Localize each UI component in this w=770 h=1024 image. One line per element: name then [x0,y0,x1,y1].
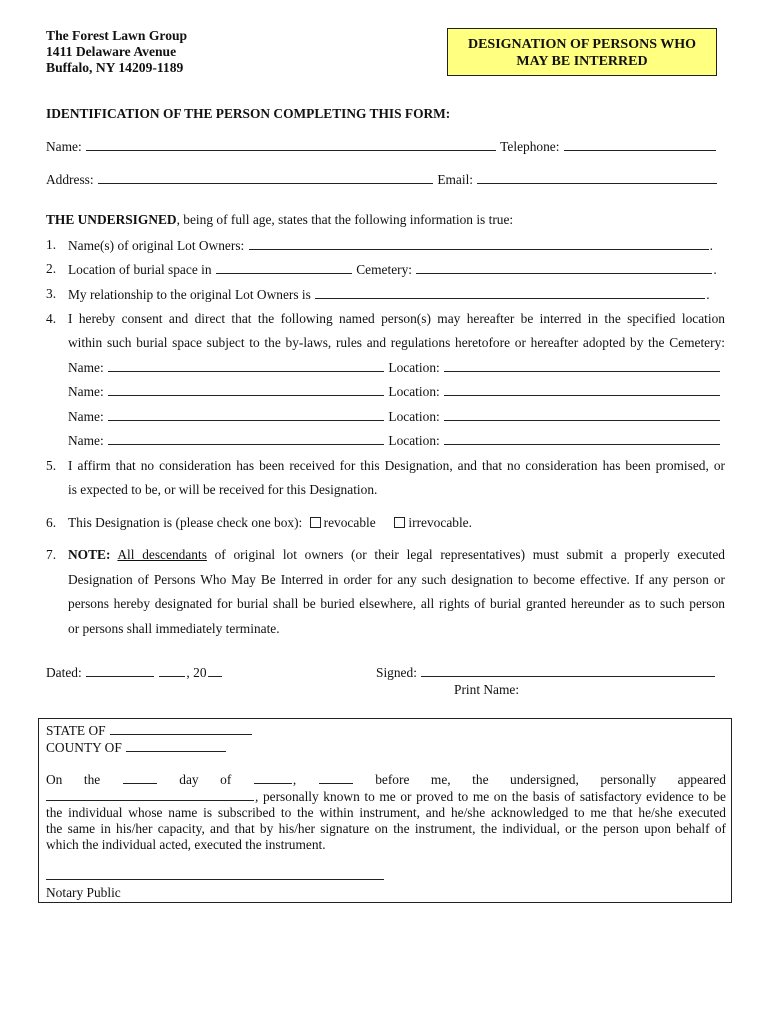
designee-row [68,383,721,400]
designee-location-field[interactable] [444,383,720,396]
notary-undersigned: undersigned, [510,772,579,787]
county-field[interactable] [126,739,226,752]
designee-location-field[interactable] [444,359,720,372]
designee-location-field[interactable] [444,408,720,421]
dated-month-field[interactable] [86,664,154,677]
form-title [447,28,717,76]
item-4-line-2: within such burial space subject to the by-laws, rules and regulations heretofore or hereafter adopted by the Cemetery: [68,335,725,350]
dated-day-field[interactable] [159,664,185,677]
revocable-checkbox[interactable] [310,517,321,528]
item-number-3: 3. [46,286,57,301]
notary-line-2 [46,788,726,805]
item-7-line-2: Designation of Persons Who May Be Interred in order for any such designation to become effective. If any person or [68,572,725,587]
signed-row [376,664,716,681]
item-7-line-1-rest: of original lot owners (or their legal representatives) must submit a properly executed [214,547,725,562]
designee-row [68,359,721,376]
designee-name-field[interactable] [108,432,384,445]
relationship-label: My relationship to the original Lot Owners is [68,287,311,302]
telephone-label: Telephone: [500,139,560,154]
item-7-line-3: persons hereby designated for burial shall be buried elsewhere, all rights of burial granted hereunder as to such person [68,596,725,611]
cemetery-label: Cemetery: [356,262,413,277]
notary-appeared: appeared [677,772,726,787]
item-7-line-1 [68,547,725,563]
notary-year-field[interactable] [319,771,353,784]
item-number-1: 1. [46,237,57,252]
designee-name-field[interactable] [108,383,384,396]
signature-field[interactable] [421,664,715,677]
lot-owners-field[interactable] [249,237,709,250]
designee-name-label: Name: [68,409,104,424]
appeared-person-field[interactable] [46,788,254,801]
email-label: Email: [437,172,474,187]
organization-name: The Forest Lawn Group [46,28,188,43]
burial-space-label: Location of burial space in [68,262,212,277]
item-5-line-2: is expected to be, or will be received for this Designation. [68,482,378,497]
designee-row [68,432,721,449]
address-label: Address: [46,172,94,187]
county-label: COUNTY OF [46,740,122,755]
designee-name-label: Name: [68,433,104,448]
state-field[interactable] [110,722,252,735]
item-6 [68,515,472,531]
street-address: 1411 Delaware Avenue [46,44,177,59]
note-label: NOTE: [68,547,111,562]
notary-the-2: the [472,772,489,787]
notary-line-4: the same in his/her capacity, and that by his/her signature on the instrument, the individual, or the person upon behalf of [46,821,726,836]
designee-location-label: Location: [388,384,440,399]
notary-public-label: Notary Public [46,885,121,900]
designee-location-label: Location: [388,360,440,375]
name-field[interactable] [86,138,496,151]
item-1: Name(s) of original Lot Owners: . [68,238,713,253]
item-2: Location of burial space in Cemetery: . [68,262,717,277]
dated-label: Dated: [46,665,82,680]
form-title-line-1: DESIGNATION OF PERSONS WHO [467,37,697,52]
designee-name-label: Name: [68,360,104,375]
undersigned-bold: THE UNDERSIGNED [46,212,177,227]
item-5-line-1: I affirm that no consideration has been received for this Designation, and that no consideration has been promised, or [68,458,725,473]
address-field[interactable] [98,171,433,184]
county-row [46,739,227,756]
notary-day-field[interactable] [123,771,157,784]
notary-line-1 [46,771,726,788]
revocable-label: revocable [323,515,376,530]
item-number-6: 6. [46,515,57,530]
notary-on: On [46,772,63,787]
burial-space-field[interactable] [216,261,352,274]
item-3: My relationship to the original Lot Owners is . [68,287,710,302]
cemetery-field[interactable] [416,261,712,274]
dated-row [46,664,223,681]
city-state-zip: Buffalo, NY 14209-1189 [46,60,184,75]
designee-row [68,408,721,425]
notary-line-3: the individual whose name is subscribed to the within instrument, and he/she acknowledged to me that he/she executed [46,805,726,820]
telephone-field[interactable] [564,138,716,151]
notary-signature-row [46,867,385,884]
signed-label: Signed: [376,665,417,680]
name-label: Name: [46,139,82,154]
relationship-field[interactable] [315,286,705,299]
address-row [46,171,718,188]
undersigned-rest: , being of full age, states that the following information is true: [176,212,514,227]
designee-location-label: Location: [388,409,440,424]
item-4-line-1: I hereby consent and direct that the following named person(s) may hereafter be interred in the specified location [68,311,725,326]
notary-month-group [253,772,296,787]
designation-type-label: This Designation is (please check one box): [68,515,303,530]
undersigned-statement [46,212,513,228]
item-7-line-4: or persons shall immediately terminate. [68,621,280,636]
notary-signature-field[interactable] [46,867,384,880]
state-label: STATE OF [46,723,106,738]
designee-location-field[interactable] [444,432,720,445]
all-descendants-text: All descendants [117,547,207,562]
notary-the: the [83,772,101,787]
notary-comma: , [292,772,297,787]
notary-line-2-text: , personally known to me or proved to me on the basis of satisfactory evidence to be [255,789,726,804]
dated-year-field[interactable] [208,664,222,677]
name-row [46,138,717,155]
lot-owners-label: Name(s) of original Lot Owners: [68,238,245,253]
organization-address [46,28,187,76]
designee-location-label: Location: [388,433,440,448]
state-row [46,722,253,739]
form-title-line-2: MAY BE INTERRED [516,54,648,69]
irrevocable-label: irrevocable. [408,515,472,530]
notary-before: before [375,772,410,787]
notary-personally: personally [600,772,657,787]
item-number-4: 4. [46,311,57,326]
notary-section [38,718,732,903]
designee-name-field[interactable] [108,359,384,372]
notary-me: me, [430,772,451,787]
item-number-7: 7. [46,547,57,562]
designee-name-label: Name: [68,384,104,399]
item-number-2: 2. [46,261,57,276]
irrevocable-checkbox[interactable] [394,517,405,528]
notary-day-label: day [179,772,199,787]
identification-heading: IDENTIFICATION OF THE PERSON COMPLETING THIS FORM: [46,106,451,121]
year-prefix: , 20 [186,665,207,680]
notary-line-5: which the individual acted, executed the instrument. [46,837,326,852]
notary-of: of [220,772,232,787]
notary-month-field[interactable] [254,771,292,784]
print-name-label: Print Name: [454,682,520,697]
item-number-5: 5. [46,458,57,473]
designee-name-field[interactable] [108,408,384,421]
email-field[interactable] [477,171,717,184]
